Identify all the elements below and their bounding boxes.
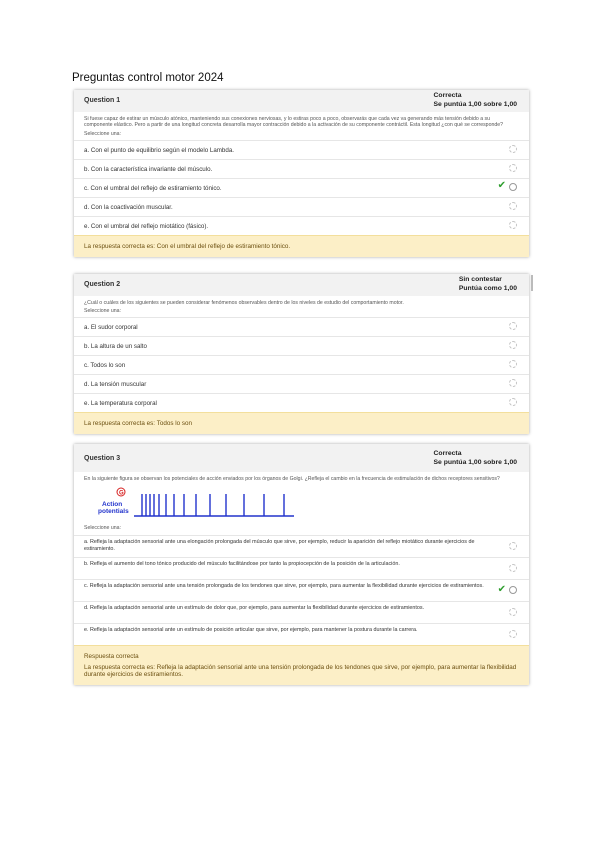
select-label: Seleccione una: bbox=[84, 308, 121, 315]
status-label: Sin contestar bbox=[458, 276, 502, 283]
option-b[interactable] bbox=[74, 557, 529, 579]
question-text: En la siguiente figura se observan los potenciales de acción enviados por los órganos de Golgi. ¿Refleja el cambio en la frecuencia de estimulación de dichos receptores sensitivos? bbox=[84, 476, 500, 482]
radio-icon[interactable] bbox=[509, 586, 517, 594]
figure-label-line1: Action bbox=[102, 501, 123, 509]
option-a[interactable] bbox=[74, 535, 529, 557]
question-text: ¿Cuál o cuáles de los siguientes se pueden considerar fenómenos observables dentro de los niveles de estudio del comportamiento motor. bbox=[84, 300, 404, 306]
radio-icon[interactable] bbox=[509, 183, 517, 191]
option-label: d. Con la coactivación muscular. bbox=[84, 203, 173, 211]
score-label: Se puntúa 1,00 sobre 1,00 bbox=[433, 101, 517, 108]
option-label: c. Con el umbral del reflejo de estiramiento tónico. bbox=[84, 184, 222, 192]
score-label: Se puntúa 1,00 sobre 1,00 bbox=[433, 459, 517, 466]
radio-icon[interactable] bbox=[509, 608, 517, 616]
option-e[interactable] bbox=[74, 216, 529, 235]
option-label: d. La tensión muscular bbox=[84, 381, 147, 389]
feedback bbox=[74, 645, 529, 685]
option-b[interactable] bbox=[74, 336, 529, 355]
figure-label-line2: potentials bbox=[98, 508, 129, 516]
question-number: Question 3 bbox=[84, 455, 121, 462]
question-card-3 bbox=[74, 444, 529, 685]
radio-icon[interactable] bbox=[509, 564, 517, 572]
option-label: c. Refleja la adaptación sensorial ante una tensión prolongada de los tendones que sirve, por ejemplo, para aumentar la flexibilidad durante ejercicios de estiramientos. bbox=[84, 583, 484, 590]
question-card-1 bbox=[74, 90, 529, 257]
select-label: Seleccione una: bbox=[84, 130, 121, 137]
option-label: b. La altura de un salto bbox=[84, 343, 147, 351]
option-label: b. Refleja el aumento del tono tónico producido del músculo facilitándose por tanto la propiocepción de la posición de la articulación. bbox=[84, 561, 400, 568]
feedback: La respuesta correcta es: Todos lo son bbox=[74, 412, 529, 434]
status-label: Correcta bbox=[433, 450, 462, 457]
radio-icon[interactable] bbox=[509, 398, 517, 406]
radio-icon[interactable] bbox=[509, 630, 517, 638]
question-status bbox=[459, 275, 517, 293]
action-potentials-figure bbox=[84, 484, 529, 522]
spike-train bbox=[134, 494, 294, 516]
radio-icon[interactable] bbox=[509, 379, 517, 387]
action-potentials-svg bbox=[84, 484, 304, 522]
feedback: La respuesta correcta es: Con el umbral del reflejo de estiramiento tónico. bbox=[74, 235, 529, 257]
radio-icon[interactable] bbox=[509, 202, 517, 210]
radio-icon[interactable] bbox=[509, 322, 517, 330]
option-label: a. Refleja la adaptación sensorial ante una elongación prolongada del músculo que sirve, por ejemplo, reducir la aparición del reflejo miotático durante ejercicios de estiramiento. bbox=[84, 539, 475, 552]
option-c[interactable] bbox=[74, 178, 529, 197]
option-label: b. Con la característica invariante del músculo. bbox=[84, 165, 213, 173]
option-label: e. Con el umbral del reflejo miotático (fásico). bbox=[84, 222, 209, 230]
option-c[interactable] bbox=[74, 355, 529, 374]
score-label: Puntúa como 1,00 bbox=[458, 285, 517, 292]
radio-icon[interactable] bbox=[509, 341, 517, 349]
status-label: Correcta bbox=[433, 92, 462, 99]
option-d[interactable] bbox=[74, 374, 529, 393]
option-d[interactable] bbox=[74, 601, 529, 623]
option-label: a. El sudor corporal bbox=[84, 324, 138, 332]
radio-icon[interactable] bbox=[509, 542, 517, 550]
golgi-marker-label: G bbox=[119, 490, 124, 497]
page-title: Preguntas control motor 2024 bbox=[72, 72, 224, 84]
option-d[interactable] bbox=[74, 197, 529, 216]
option-e[interactable] bbox=[74, 393, 529, 412]
option-a[interactable] bbox=[74, 140, 529, 159]
question-header bbox=[74, 90, 529, 112]
feedback-title: Respuesta correcta bbox=[84, 653, 139, 661]
question-header bbox=[74, 274, 529, 296]
feedback-text: La respuesta correcta es: Refleja la adaptación sensorial ante una tensión prolongada de los tendones que sirve, por ejemplo, para aumentar la flexibilidad durante ejercicios de estiramientos. bbox=[84, 664, 517, 679]
question-number: Question 2 bbox=[84, 281, 121, 288]
option-label: d. Refleja la adaptación sensorial ante un estímulo de dolor que, por ejemplo, para aumentar la flexibilidad durante ejercicios de estiramientos. bbox=[84, 605, 425, 612]
option-label: e. La temperatura corporal bbox=[84, 400, 157, 408]
radio-icon[interactable] bbox=[509, 360, 517, 368]
option-e[interactable] bbox=[74, 623, 529, 645]
question-header bbox=[74, 444, 529, 472]
radio-icon[interactable] bbox=[509, 164, 517, 172]
option-label: e. Refleja la adaptación sensorial ante un estímulo de posición articular que sirve, por ejemplo, para mantener la postura durante la carrera. bbox=[84, 627, 418, 634]
option-b[interactable] bbox=[74, 159, 529, 178]
option-label: a. Con el punto de equilibrio según el modelo Lambda. bbox=[84, 146, 234, 154]
select-label: Seleccione una: bbox=[84, 525, 121, 532]
option-a[interactable] bbox=[74, 317, 529, 336]
radio-icon[interactable] bbox=[509, 221, 517, 229]
check-icon: ✔ bbox=[497, 584, 506, 596]
option-label: c. Todos lo son bbox=[84, 362, 126, 370]
radio-icon[interactable] bbox=[509, 145, 517, 153]
question-status bbox=[434, 449, 517, 467]
question-status bbox=[434, 91, 517, 109]
question-card-2 bbox=[74, 274, 529, 434]
question-text: Si fuese capaz de estirar un músculo atónico, manteniendo sus conexiones nerviosas, y lo estiras poco a poco, observarás que cada vez va generando más tensión debido a su componente elástico. Pero a partir de una longitud concreta desarrolla mayor contracción debido a la activación de su componente contráctil. Esta longitud ¿con qué se corresponde? bbox=[84, 116, 503, 129]
question-number: Question 1 bbox=[84, 97, 121, 104]
option-c[interactable] bbox=[74, 579, 529, 601]
scrollbar[interactable] bbox=[531, 275, 533, 291]
check-icon: ✔ bbox=[497, 179, 506, 191]
